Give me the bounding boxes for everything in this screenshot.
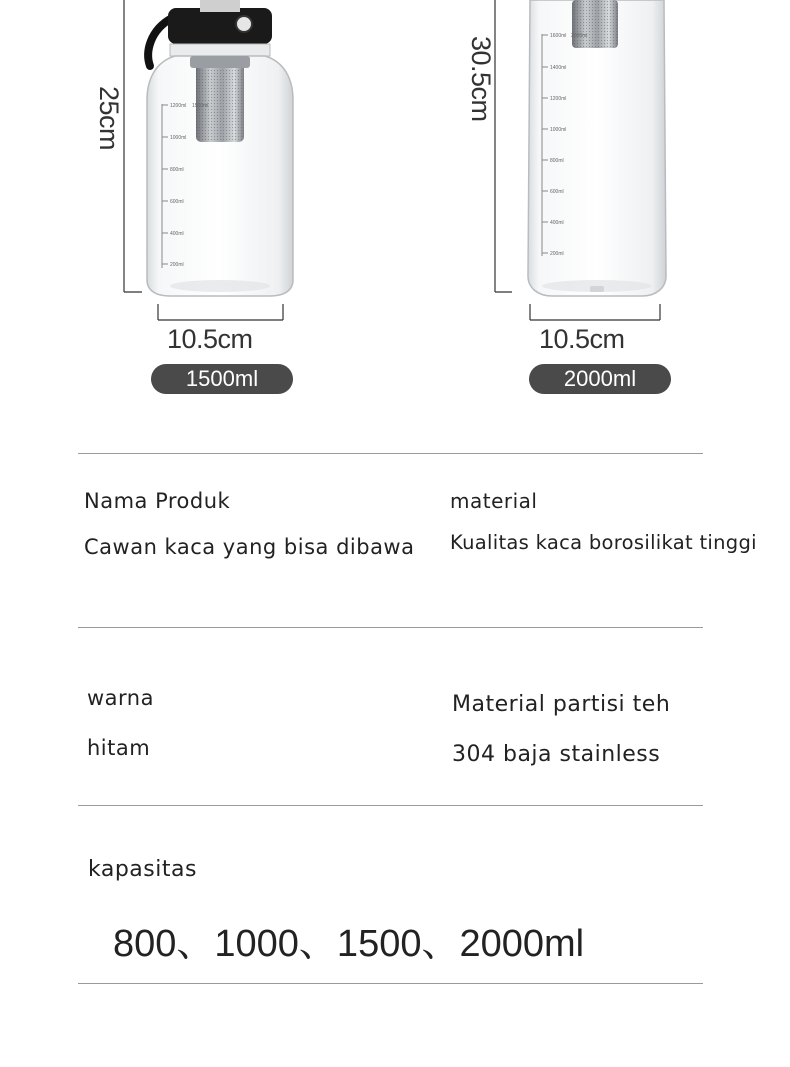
- lid-button: [236, 16, 252, 32]
- scale-label: 1200ml: [550, 96, 567, 102]
- lid: [168, 8, 272, 44]
- capacity-badge-1500ml: 1500ml: [151, 364, 293, 394]
- width-label-1500ml: 10.5cm: [167, 324, 253, 354]
- scale-label: 800ml: [170, 167, 184, 173]
- tea-partition-label: Material partisi teh: [452, 692, 671, 717]
- capacity-value: 800、1000、1500、2000ml: [113, 923, 585, 965]
- scale-label: 2000ml: [571, 33, 588, 39]
- scale-label: 400ml: [170, 231, 184, 237]
- scale-label: 1000ml: [170, 135, 187, 141]
- scale-label: 1400ml: [550, 65, 567, 71]
- bottle-drawings: [0, 0, 790, 410]
- scale-label: 1600ml: [550, 33, 567, 39]
- capacity-label: kapasitas: [88, 857, 197, 882]
- divider: [78, 627, 703, 628]
- scale-label: 600ml: [550, 189, 564, 195]
- scale-label: 800ml: [550, 158, 564, 164]
- capacity-badge-2000ml: 2000ml: [529, 364, 671, 394]
- scale-label: 200ml: [170, 262, 184, 268]
- height-label-1500ml: 25cm: [94, 86, 124, 151]
- material-label: material: [450, 489, 538, 513]
- scale-label: 400ml: [550, 220, 564, 226]
- color-label: warna: [87, 686, 154, 710]
- scale-label: 1500ml: [192, 103, 209, 109]
- color-value: hitam: [87, 736, 151, 760]
- tea-partition-value: 304 baja stainless: [452, 742, 661, 767]
- divider: [78, 805, 703, 806]
- divider: [78, 983, 703, 984]
- scale-label: 200ml: [550, 251, 564, 257]
- scale-label: 1000ml: [550, 127, 567, 133]
- product-illustrations: [0, 0, 790, 410]
- bottle-1500ml: [147, 0, 293, 296]
- scale-label: 600ml: [170, 199, 184, 205]
- divider: [78, 453, 703, 454]
- material-value: Kualitas kaca borosilikat tinggi: [450, 531, 757, 554]
- product-name-value: Cawan kaca yang bisa dibawa: [84, 535, 415, 559]
- bottle-2000ml: [528, 0, 666, 296]
- lid-neck: [200, 0, 240, 12]
- width-label-2000ml: 10.5cm: [539, 324, 625, 354]
- height-label-2000ml: 30.5cm: [466, 36, 496, 122]
- scale-label: 1200ml: [170, 103, 187, 109]
- product-name-label: Nama Produk: [84, 489, 231, 513]
